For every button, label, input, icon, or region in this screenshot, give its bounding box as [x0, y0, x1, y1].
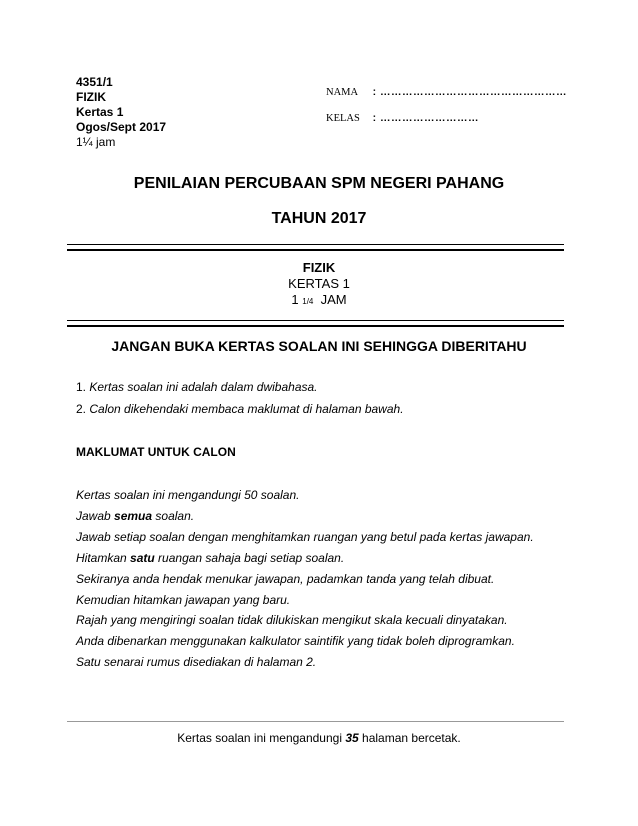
subject-paper: KERTAS 1 — [288, 276, 350, 291]
instruction-line: Sekiranya anda hendak menukar jawapan, padamkan tanda yang telah dibuat. — [76, 571, 495, 586]
exam-subject: FIZIK — [76, 90, 106, 104]
instruction-text: soalan. — [152, 508, 195, 523]
page-count: 35 — [345, 731, 359, 745]
exam-header-info — [76, 75, 166, 150]
instruction-line: Anda dibenarkan menggunakan kalkulator saintifik yang tidak boleh diprogramkan. — [76, 634, 515, 649]
exam-title: PENILAIAN PERCUBAAN SPM NEGERI PAHANG — [133, 175, 505, 192]
instruction-text: ruangan sahaja bagi setiap soalan. — [154, 550, 345, 565]
footer-divider — [67, 721, 564, 722]
exam-code: 4351/1 — [76, 75, 113, 89]
do-not-open-warning: JANGAN BUKA KERTAS SOALAN INI SEHINGGA DIBERITAHU — [111, 338, 527, 354]
duration-unit: JAM — [320, 292, 347, 307]
divider-top — [67, 244, 564, 251]
instruction-emphasis: semua — [114, 508, 153, 523]
candidate-info-heading: MAKLUMAT UNTUK CALON — [76, 445, 236, 459]
instructions-list — [76, 485, 534, 673]
subject-block — [0, 260, 638, 310]
exam-paper: Kertas 1 — [76, 105, 124, 119]
footer-text: Kertas soalan ini mengandungi — [177, 731, 346, 745]
nama-field — [326, 86, 567, 98]
instruction-line — [76, 506, 534, 527]
subject-duration — [0, 292, 638, 310]
instruction-line: Jawab setiap soalan dengan menghitamkan ruangan yang betul pada kertas jawapan. — [76, 529, 534, 544]
instruction-line: Satu senarai rumus disediakan di halaman 2. — [76, 655, 317, 670]
note-item — [76, 380, 318, 394]
page-count-footer — [0, 731, 638, 745]
duration-whole: 1 — [291, 292, 299, 307]
note-number: 1. — [76, 380, 87, 394]
divider-bottom — [67, 320, 564, 327]
instruction-text: Hitamkan — [76, 550, 131, 565]
instruction-line — [76, 548, 534, 569]
note-text: Calon dikehendaki membaca maklumat di halaman bawah. — [89, 402, 404, 416]
kelas-field — [326, 112, 479, 124]
kelas-blank: : ……………………… — [372, 112, 480, 124]
exam-year: TAHUN 2017 — [271, 210, 367, 227]
instruction-line: Rajah yang mengiringi soalan tidak dilukiskan mengikut skala kecuali dinyatakan. — [76, 613, 508, 628]
note-text: Kertas soalan ini adalah dalam dwibahasa. — [89, 380, 318, 394]
exam-duration: 1¼ jam — [76, 135, 116, 149]
instruction-line: Kertas soalan ini mengandungi 50 soalan. — [76, 488, 300, 502]
note-number: 2. — [76, 402, 87, 416]
exam-date: Ogos/Sept 2017 — [76, 120, 167, 134]
instruction-text: Jawab — [76, 508, 115, 523]
kelas-label: KELAS — [326, 113, 360, 124]
nama-label: NAMA — [326, 87, 359, 98]
nama-blank: : …………………………………………… — [372, 86, 568, 98]
footer-text: halaman bercetak. — [358, 731, 461, 745]
subject-name: FIZIK — [302, 260, 336, 275]
instruction-emphasis: satu — [130, 550, 155, 565]
instruction-line: Kemudian hitamkan jawapan yang baru. — [76, 592, 291, 607]
duration-fraction: 1/4 — [302, 297, 314, 306]
note-item — [76, 402, 404, 416]
